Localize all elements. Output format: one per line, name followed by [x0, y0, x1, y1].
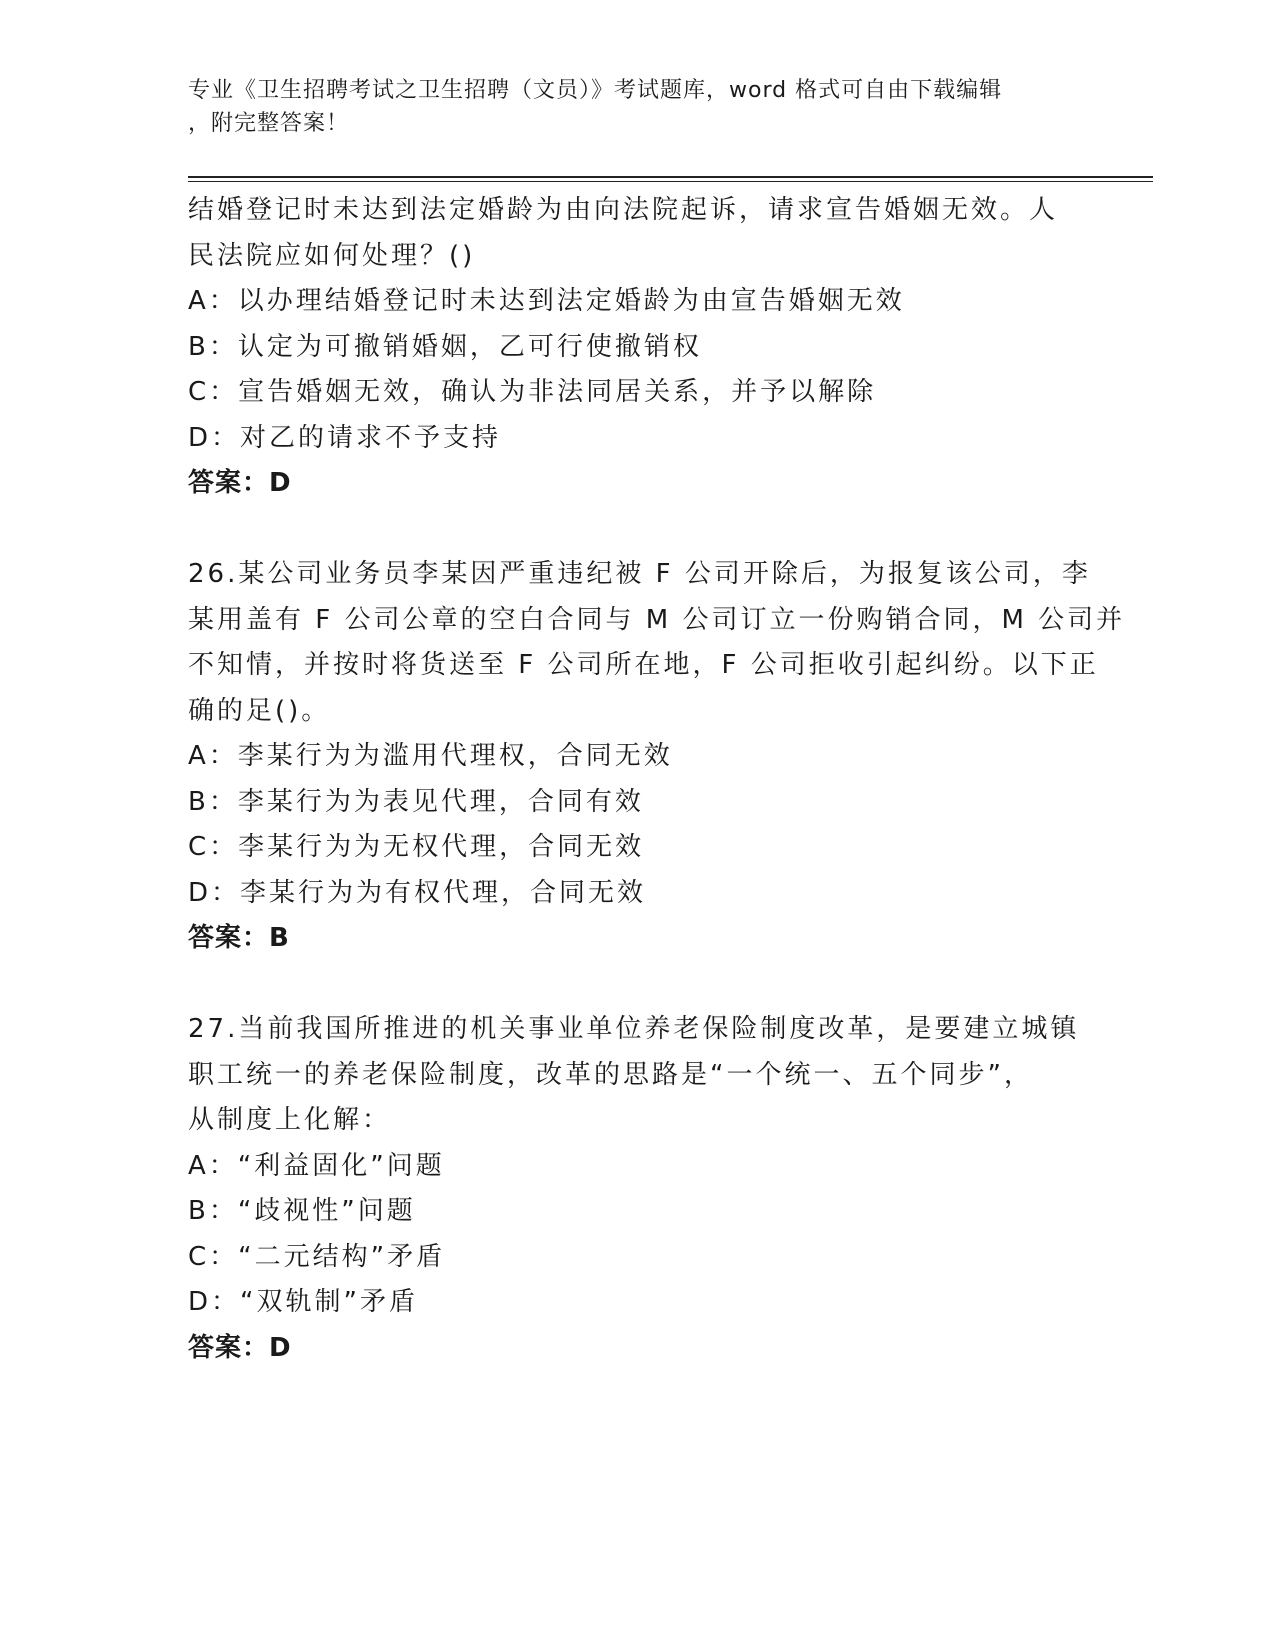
question-stem-line: 某用盖有 F 公司公章的空白合同与 M 公司订立一份购销合同，M 公司并 [188, 604, 1126, 635]
option-c: C：李某行为为无权代理，合同无效 [188, 832, 645, 862]
question-stem-line: 从制度上化解： [188, 1105, 392, 1135]
question-stem-line: 27.当前我国所推进的机关事业单位养老保险制度改革，是要建立城镇 [188, 1014, 1080, 1044]
page-header [188, 74, 1088, 140]
question-stem-line: 结婚登记时未达到法定婚龄为由向法院起诉，请求宣告婚姻无效。人 [188, 195, 1059, 225]
question-stem-line: 确的足()。 [188, 695, 331, 726]
question-25 [188, 188, 1088, 507]
question-list [188, 188, 1126, 1371]
question-stem-line: 职工统一的养老保险制度，改革的思路是“一个统一、五个同步”， [188, 1059, 1033, 1090]
question-stem-line: 26.某公司业务员李某因严重违纪被 F 公司开除后，为报复该公司，李 [188, 559, 1091, 589]
option-b: B：“歧视性”问题 [188, 1196, 416, 1226]
option-d: D：李某行为为有权代理，合同无效 [188, 877, 647, 908]
header-line: ，附完整答案！ [188, 111, 350, 136]
option-a: A：李某行为为滥用代理权，合同无效 [188, 741, 673, 771]
option-a: A：以办理结婚登记时未达到法定婚龄为由宣告婚姻无效 [188, 286, 905, 316]
header-divider-thick [188, 176, 1153, 178]
option-b: B：李某行为为表见代理，合同有效 [188, 786, 644, 817]
header-divider-thin [188, 181, 1153, 182]
spacer [188, 962, 1088, 1008]
question-26 [188, 552, 1126, 962]
spacer [188, 507, 1088, 553]
header-line: 专业《卫生招聘考试之卫生招聘（文员）》考试题库，word 格式可自由下载编辑 [188, 78, 1003, 103]
option-d: D：“双轨制”矛盾 [188, 1287, 418, 1317]
option-d: D：对乙的请求不予支持 [188, 422, 502, 453]
answer-text: 答案：D [188, 468, 292, 498]
question-stem-line: 民法院应如何处理？() [188, 240, 476, 271]
option-a: A：“利益固化”问题 [188, 1150, 445, 1181]
answer-text: 答案：B [188, 923, 290, 953]
option-c: C：“二元结构”矛盾 [188, 1241, 446, 1272]
question-27 [188, 1007, 1088, 1371]
question-stem-line: 不知情，并按时将货送至 F 公司所在地，F 公司拒收引起纠纷。以下正 [188, 650, 1099, 680]
option-b: B：认定为可撤销婚姻，乙可行使撤销权 [188, 331, 702, 362]
answer-text: 答案：D [188, 1332, 292, 1363]
option-c: C：宣告婚姻无效，确认为非法同居关系，并予以解除 [188, 377, 877, 407]
